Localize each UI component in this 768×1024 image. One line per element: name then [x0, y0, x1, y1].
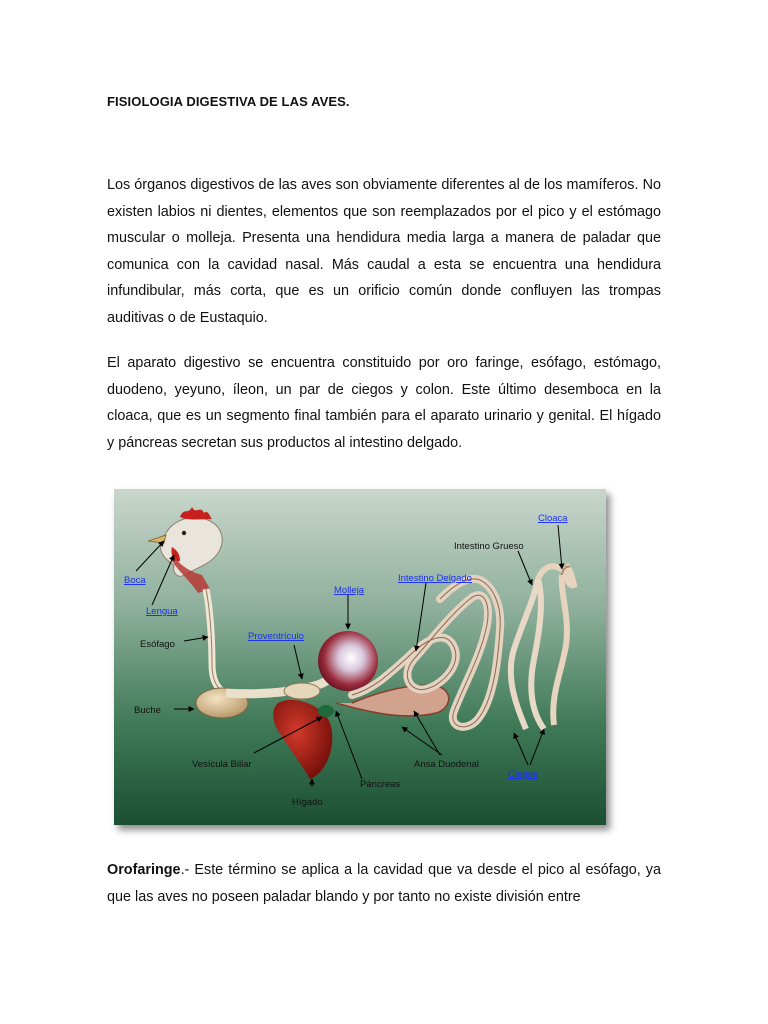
label-higado: Hígado: [292, 797, 323, 808]
label-ansa-duodenal: Ansa Duodenal: [414, 759, 479, 770]
label-intestino-delgado[interactable]: Intestino Delgado: [398, 573, 472, 584]
label-boca[interactable]: Boca: [124, 575, 146, 586]
label-buche: Buche: [134, 705, 161, 716]
label-pancreas: Páncreas: [360, 779, 401, 790]
label-proventriculo[interactable]: Proventrículo: [248, 631, 304, 642]
label-lengua[interactable]: Lengua: [146, 606, 178, 617]
label-molleja[interactable]: Molleja: [334, 585, 365, 596]
gallbladder-shape: [318, 705, 334, 717]
label-cloaca[interactable]: Cloaca: [538, 513, 568, 524]
paragraph-intro: Los órganos digestivos de las aves son obviamente diferentes al de los mamíferos. No existen labios ni dientes, elementos que son reemplazados por el pico y el estómago muscular o molleja. Presenta una hendidura media larga a manera de paladar que comunica con la cavidad nasal. Más caudal a esta se encuentra una hendidura infundibular, más corta, que es un orificio común donde confluyen las trompas auditivas o de Eustaquio.: [107, 177, 661, 326]
label-ciegos[interactable]: Ciegos: [508, 769, 538, 780]
label-intestino-grueso: Intestino Grueso: [454, 541, 524, 552]
label-esofago: Esófago: [140, 639, 175, 650]
digestive-system-figure: [114, 489, 606, 825]
term-orofaringe: Orofaringe: [107, 862, 181, 878]
document-title: FISIOLOGIA DIGESTIVA DE LAS AVES.: [107, 94, 350, 109]
paragraph-orofaringe: [107, 857, 661, 910]
label-vesicula-biliar: Vesícula Biliar: [192, 759, 252, 770]
figure-svg: [114, 489, 606, 825]
gizzard-shape: [318, 631, 378, 691]
paragraph-apparatus: El aparato digestivo se encuentra constituido por oro faringe, esófago, estómago, duodeno, yeyuno, íleon, un par de ciegos y colon. Este último desemboca en la cloaca, que es un segmento final también para el aparato urinario y genital. El hígado y páncreas secretan sus productos al intestino delgado.: [107, 355, 661, 451]
orofaringe-definition: .- Este término se aplica a la cavidad que va desde el pico al esófago, ya que las aves no poseen paladar blando y por tanto no existe división entre: [107, 862, 661, 905]
